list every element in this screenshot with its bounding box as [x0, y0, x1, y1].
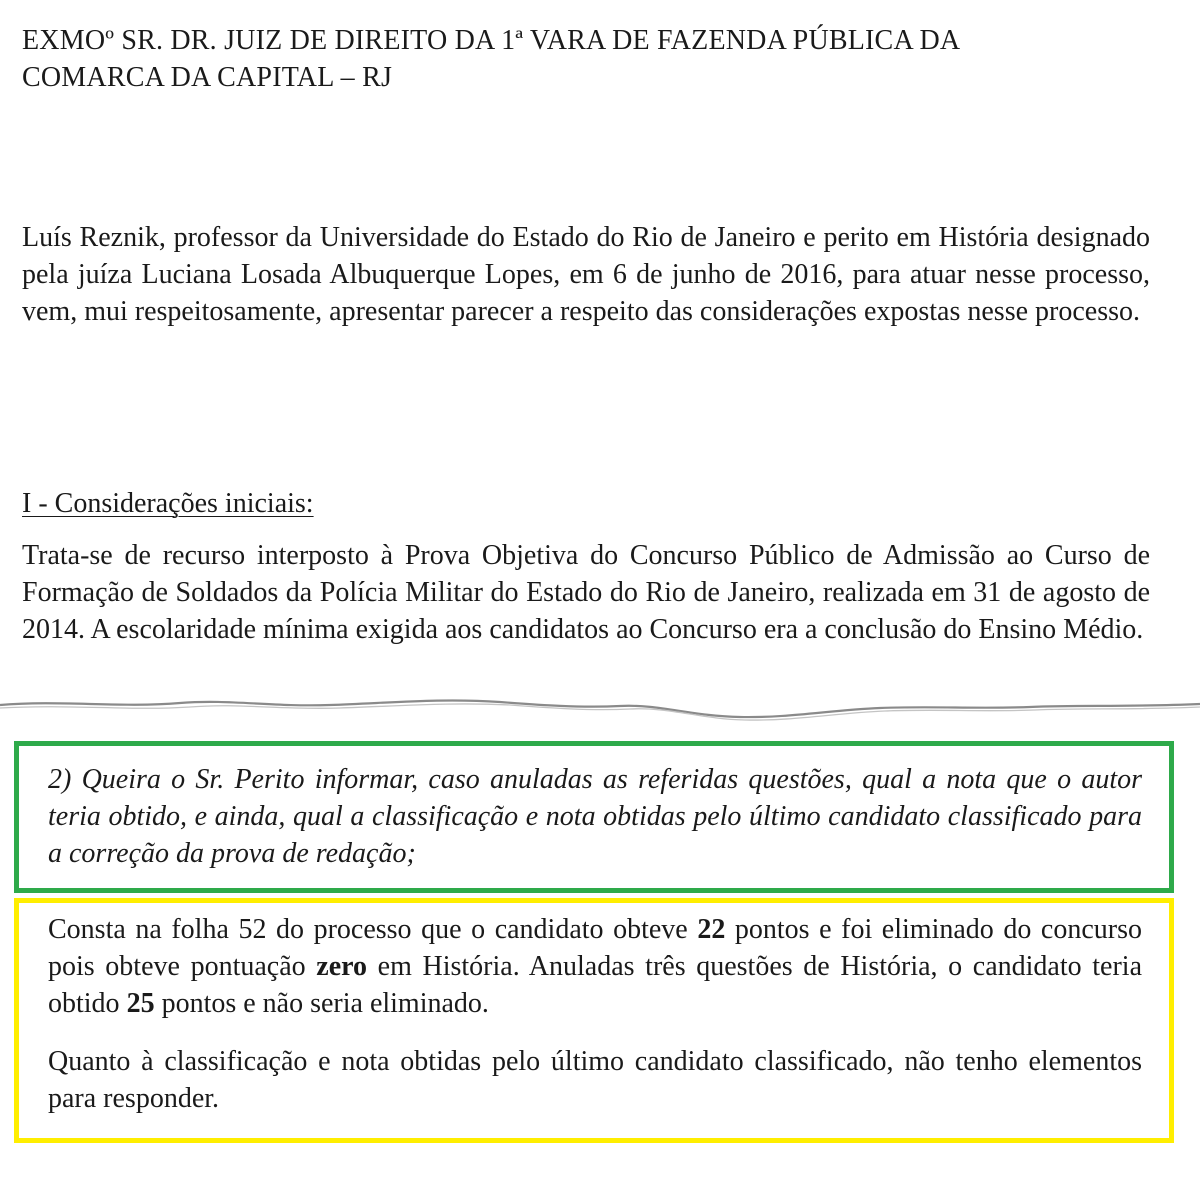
- document-header: [22, 22, 1150, 96]
- torn-page-divider: [0, 690, 1200, 730]
- header-line-2: COMARCA DA CAPITAL – RJ: [22, 62, 393, 93]
- answer-paragraph-1: Consta na folha 52 do processo que o candidato obteve 22 pontos e foi eliminado do concurso pois obteve pontuação zero em História. Anuladas três questões de História, o candidato teria obtido 25 pontos e não seria eliminado.: [48, 914, 1143, 1019]
- context-paragraph: Trata-se de recurso interposto à Prova Objetiva do Concurso Público de Admissão ao Curso de Formação de Soldados da Polícia Militar do Estado do Rio de Janeiro, realizada em 31 de agosto de 2014. A escolaridade mínima exigida aos candidatos ao Concurso era a conclusão do Ensino Médio.: [22, 540, 1150, 645]
- answer-paragraph-2: Quanto à classificação e nota obtidas pelo último candidato classificado, não tenho elementos para responder.: [48, 1046, 1142, 1114]
- history-score: zero: [316, 951, 368, 982]
- header-line-1: EXMOº SR. DR. JUIZ DE DIREITO DA 1ª VARA DE FAZENDA PÚBLICA DA: [22, 25, 961, 56]
- section-heading: I - Considerações iniciais:: [22, 488, 314, 519]
- score-after-annulment: 25: [126, 988, 155, 1019]
- question-text: 2) Queira o Sr. Perito informar, caso anuladas as referidas questões, qual a nota que o autor teria obtido, e ainda, qual a classificação e nota obtidas pelo último candidato classificado para a correção da prova de redação;: [48, 764, 1142, 869]
- intro-paragraph: Luís Reznik, professor da Universidade do Estado do Rio de Janeiro e perito em História designado pela juíza Luciana Losada Albuquerque Lopes, em 6 de junho de 2016, para atuar nesse processo, vem, mui respeitosamente, apresentar parecer a respeito das considerações expostas nesse processo.: [22, 222, 1150, 327]
- score-obtained: 22: [697, 914, 726, 945]
